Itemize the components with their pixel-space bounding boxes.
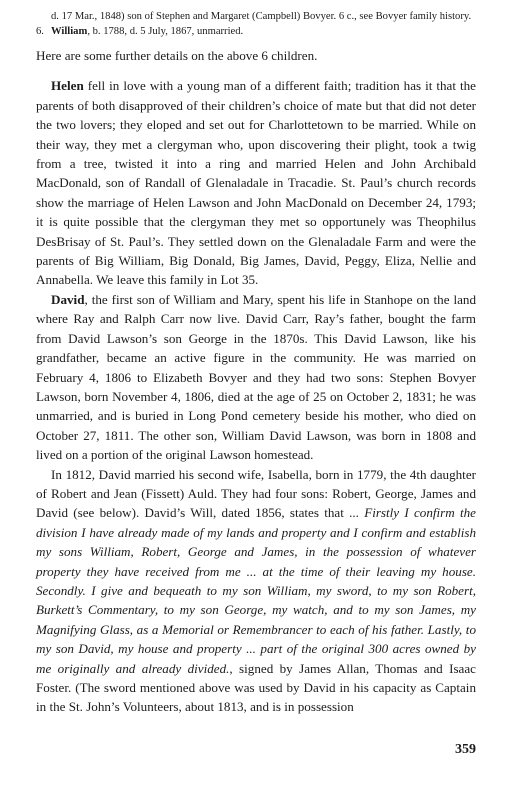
book-page (36, 10, 476, 717)
list-item-6-name: William (51, 25, 88, 37)
helen-text: fell in love with a young man of a different faith; tradition has it that the parents of both disapproved of their children’s choice of mate but that did not deter the two lovers; they eloped and set out for Charlottetown to be married. While on their way, they met a clergyman who, upon discovering their plight, took a twig from a tree, twisted it into a ring and married Helen and John Archibald MacDonald, son of Randall of Glenaladale in Tracadie. St. Paul’s church records show the marriage of Helen Lawson and John MacDonald on December 24, 1793; it is quite possible that the clergyman they met so opportunely was Theophilus DesBrisay of St. Paul’s. They settled down on the Glenaladale Farm and were the parents of Big William, Big Donald, Big James, David, Peggy, Eliza, Nellie and Annabella. We leave this family in Lot 35. (36, 78, 476, 288)
list-item-6 (36, 25, 476, 40)
list-item-6-number: 6. (36, 25, 44, 37)
will-text-after: , signed by James Allan, Thomas and Isaac Foster. (The sword mentioned above was used by David in his capacity as Captain in the St. John’s Volunteers, about 1813, and is in possession (36, 660, 476, 715)
helen-name: Helen (51, 78, 84, 94)
david-text: , the first son of William and Mary, spent his life in Stanhope on the land where Ray and Ralph Carr now live. David Carr, Ray’s father, bought the farm from David Lawson’s son George in the 1870s. This David Lawson, like his grandfather, became an active figure in the community. He was married on February 4, 1806 to Elizabeth Bovyer and they had two sons: Stephen Bovyer Lawson, born November 4, 1806, died at the age of 25 on October 2, 1831; he was unmarried, and is buried in Long Pond cemetery beside his mother, who died on October 27, 1811. The other son, William David Lawson, was born in 1808 and lived on a portion of the original Lawson homestead. (36, 291, 476, 463)
david-paragraph (36, 290, 476, 465)
list-item-6-details: , b. 1788, d. 5 July, 1867, unmarried. (87, 25, 244, 37)
david-name: David (51, 291, 85, 307)
list-item-5-continuation (36, 10, 476, 25)
helen-paragraph (36, 76, 476, 289)
will-paragraph (36, 465, 476, 717)
list-item-5-text: d. 17 Mar., 1848) son of Stephen and Margaret (Campbell) Bovyer. 6 c., see Bovyer family history. (51, 11, 472, 22)
intro-sentence: Here are some further details on the above 6 children. (36, 48, 318, 63)
will-text-before: In 1812, David married his second wife, Isabella, born in 1779, the 4th daughter of Robert and Jean (Fissett) Auld. They had four sons: Robert, George, James and David (see below). David’s Will, dated 1856, states that ... (36, 466, 476, 521)
page-number: 359 (455, 742, 476, 757)
will-quote: Firstly I confirm the division I have already made of my lands and property and I confirm and establish my sons William, Robert, George and James, in the possession of whatever property they have received from me ... at the time of their leaving my house. Secondly. I give and bequeath to my son William, my sword, to my son Robert, Burkett’s Commentary, to my son George, my watch, and to my son James, my Magnifying Glass, as a Memorial or Remembrancer to each of his father. Lastly, to my son David, my house and property ... part of the original 300 acres owned by me originally and already divided. (36, 505, 476, 676)
